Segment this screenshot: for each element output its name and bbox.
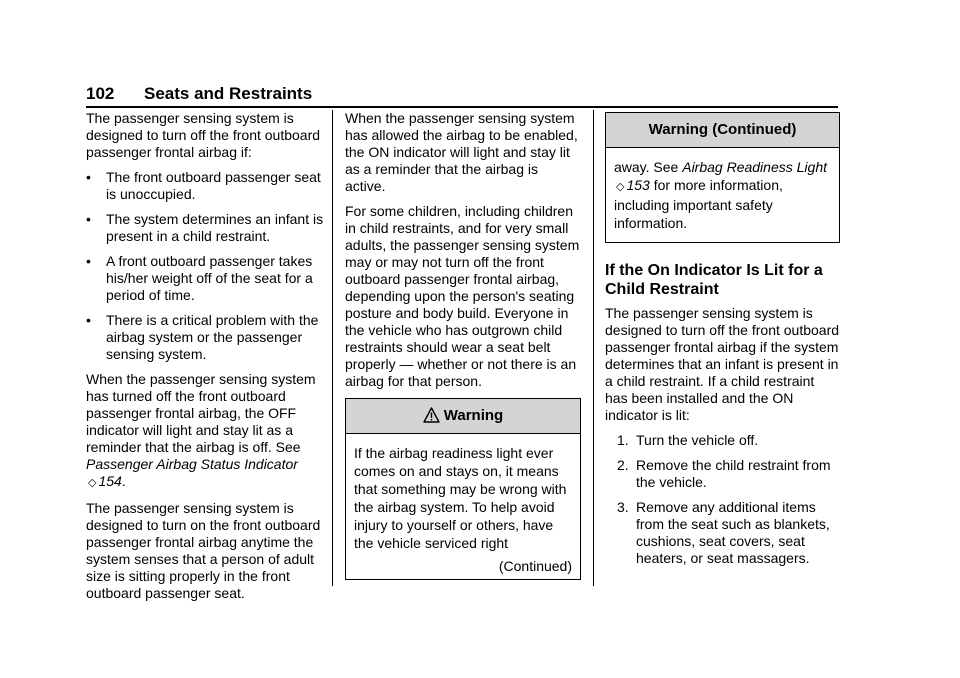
warning-body [346, 434, 580, 579]
warning-continued-box [605, 112, 840, 243]
section-title: Seats and Restraints [144, 84, 313, 103]
subsection-heading: If the On Indicator Is Lit for a Child Restraint [605, 262, 823, 298]
bullet-list [86, 169, 324, 363]
list-item: • There is a critical problem with the airbag system or the passenger sensing system. [86, 312, 319, 362]
warning-continued-header: Warning (Continued) [606, 113, 839, 148]
numbered-steps [605, 432, 840, 567]
bullet-icon: • [86, 253, 91, 269]
intro-paragraph: The passenger sensing system is designed to turn off the front outboard passenger frontal airbag if: [86, 110, 321, 160]
page-reference[interactable]: 153 [626, 177, 650, 193]
list-item: 3. Remove any additional items from the seat such as blankets, cushions, seat covers, seat heaters, or seat massagers. [617, 499, 830, 566]
off-indicator-paragraph: When the passenger sensing system has turned off the front outboard passenger frontal airbag, the OFF indicator will light and stay lit as a reminder that the airbag is off. See Passenger Airbag Status Indicator ◇ 154. [86, 371, 316, 489]
warning-title: Warning [443, 407, 504, 424]
warning-text: If the airbag readiness light ever comes on and stays on, it means that something may be wrong with the airbag system. To help avoid injury to yourself or others, have the vehicle serviced right [354, 445, 567, 551]
adult-size-paragraph: The passenger sensing system is designed to turn on the front outboard passenger frontal airbag anytime the system senses that a person of adult size is sitting properly in the front outboard passenger seat. [86, 500, 321, 601]
column-divider [332, 110, 333, 586]
column-divider [593, 110, 594, 586]
warning-continued-body [606, 148, 839, 242]
list-item: • The system determines an infant is present in a child restraint. [86, 211, 324, 244]
bullet-icon: • [86, 169, 91, 185]
children-paragraph: For some children, including children in child restraints, and for very small adults, the passenger sensing system may or may not turn off the front outboard passenger frontal airbag, depending upon the person's seating posture and body build. Everyone in the vehicle who has outgrown child restraints should wear a seat belt properly — whether or not there is an airbag for that person. [345, 203, 580, 389]
on-indicator-paragraph: When the passenger sensing system has allowed the airbag to be enabled, the ON indicator will light and stay lit as a reminder that the airbag is active. [345, 110, 578, 194]
column-1 [86, 110, 324, 610]
continued-label: (Continued) [498, 558, 572, 574]
warning-continued-text: away. See Airbag Readiness Light ◇ 153 for more information, including important safety information. [614, 159, 827, 231]
arrow-reference-icon: ◇ [88, 477, 97, 489]
list-item: 2. Remove the child restraint from the vehicle. [617, 457, 831, 490]
child-restraint-paragraph: The passenger sensing system is designed to turn off the front outboard passenger frontal airbag if the system determines that an infant is present in a child restraint. If a child restraint has been installed and the ON indicator is lit: [605, 305, 840, 423]
list-item: • The front outboard passenger seat is unoccupied. [86, 169, 321, 202]
page-reference[interactable]: 154 [98, 473, 122, 489]
list-item: 1. Turn the vehicle off. [617, 432, 759, 448]
warning-triangle-icon [423, 407, 440, 423]
page-number: 102 [86, 84, 115, 103]
column-3 [605, 110, 840, 575]
warning-box [345, 398, 581, 580]
arrow-reference-icon: ◇ [616, 181, 625, 193]
airbag-readiness-light-link[interactable]: Airbag Readiness Light [682, 159, 827, 175]
column-2 [345, 110, 581, 580]
passenger-airbag-status-link[interactable]: Passenger Airbag Status Indicator [86, 456, 298, 472]
list-item: • A front outboard passenger takes his/her weight off of the seat for a period of time. [86, 253, 313, 303]
bullet-icon: • [86, 312, 91, 328]
page-header [86, 80, 838, 108]
bullet-icon: • [86, 211, 91, 227]
warning-header [346, 399, 580, 434]
